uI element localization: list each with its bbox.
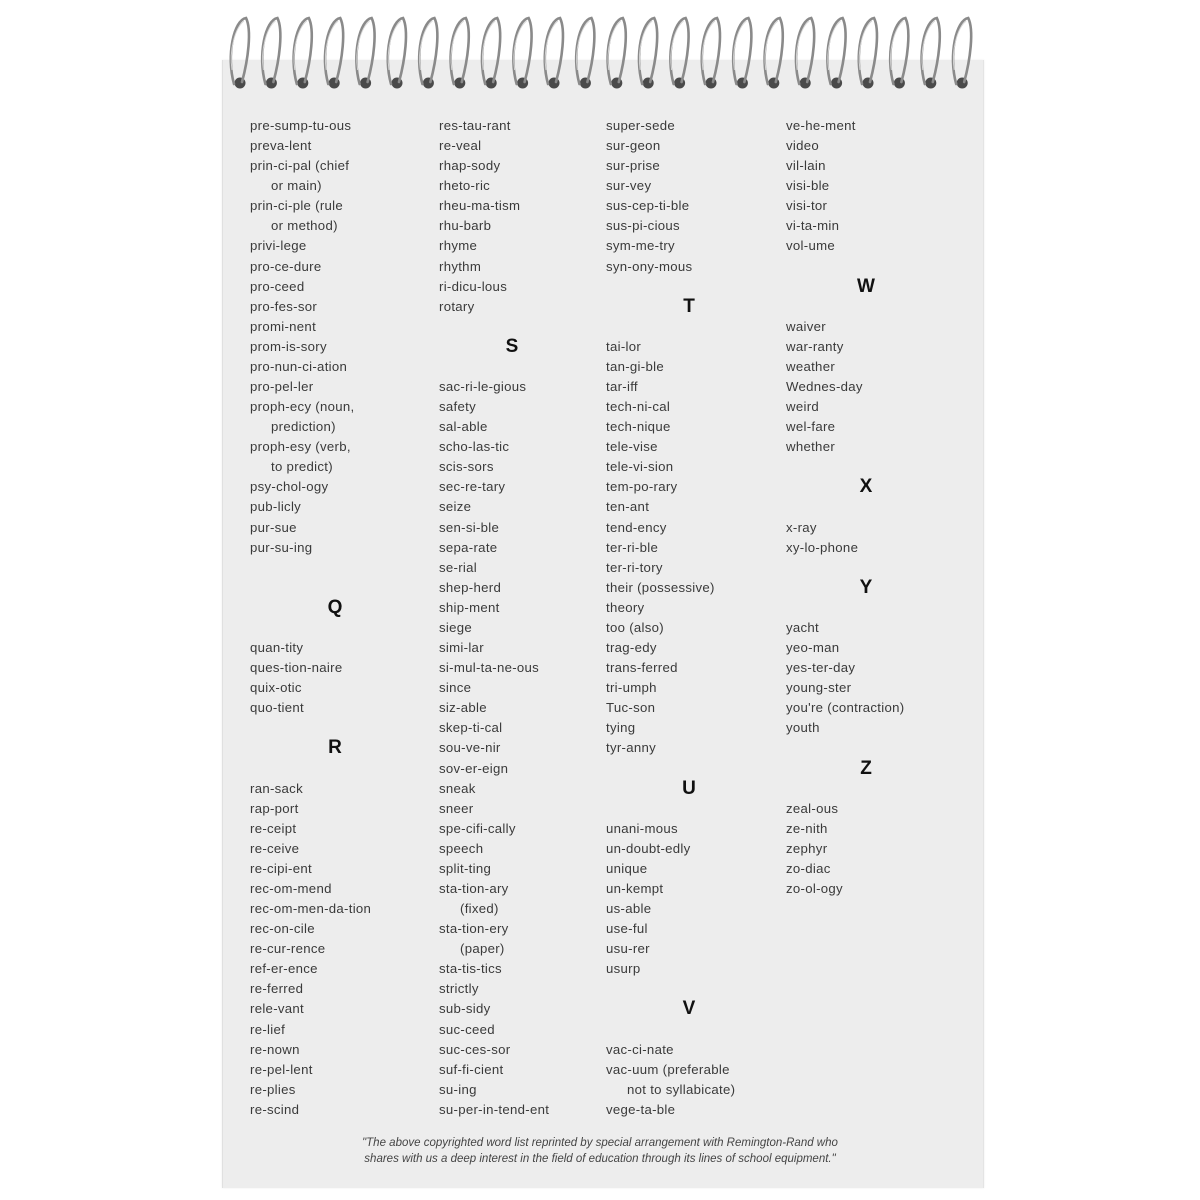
spacer bbox=[606, 317, 776, 337]
coil-highlight bbox=[577, 21, 590, 70]
spiral-coil bbox=[576, 18, 594, 84]
word-entry: pro-ceed bbox=[250, 278, 305, 294]
word-entry: rhap-sody bbox=[439, 158, 501, 174]
word-entry: zephyr bbox=[786, 840, 828, 856]
word-entry: vac-ci-nate bbox=[606, 1041, 674, 1057]
word-entry: weather bbox=[786, 358, 836, 374]
word-entry: psy-chol-ogy bbox=[250, 479, 329, 495]
word-entry: vi-ta-min bbox=[786, 218, 840, 234]
spiral-coil bbox=[953, 18, 971, 84]
spiral-coil bbox=[451, 18, 469, 84]
word-entry: zo-diac bbox=[786, 860, 831, 876]
word-entry: un-kempt bbox=[606, 880, 664, 896]
coil-highlight bbox=[545, 21, 558, 70]
section-letter: R bbox=[328, 737, 342, 759]
word-entry: sal-able bbox=[439, 419, 488, 435]
word-entry: sac-ri-le-gious bbox=[439, 379, 527, 395]
coil-highlight bbox=[263, 21, 276, 70]
spiral-coil bbox=[356, 18, 374, 84]
spiral-coil bbox=[325, 18, 343, 84]
word-entry: or method) bbox=[271, 218, 338, 234]
word-entry: shep-herd bbox=[439, 579, 502, 595]
spiral-coil bbox=[796, 18, 814, 84]
word-entry: quo-tient bbox=[250, 700, 305, 716]
spiral-coil bbox=[922, 18, 940, 84]
word-entry: ter-ri-tory bbox=[606, 559, 663, 575]
word-column-2 bbox=[439, 116, 589, 1120]
coil-highlight bbox=[734, 21, 747, 70]
word-entry: or main) bbox=[271, 178, 322, 194]
coil-highlight bbox=[420, 21, 433, 70]
word-entry: suc-ces-sor bbox=[439, 1041, 511, 1057]
word-entry: su-per-in-tend-ent bbox=[439, 1101, 550, 1117]
word-entry: pro-nun-ci-ation bbox=[250, 358, 348, 374]
word-entry: split-ting bbox=[439, 860, 492, 876]
spacer bbox=[786, 297, 956, 317]
word-entry: rotary bbox=[439, 298, 475, 314]
word-entry: su-ing bbox=[439, 1081, 477, 1097]
word-entry: usu-rer bbox=[606, 941, 650, 957]
word-entry: ten-ant bbox=[606, 499, 650, 515]
word-entry: tech-ni-cal bbox=[606, 399, 671, 415]
word-entry: tyr-anny bbox=[606, 740, 657, 756]
word-entry: re-nown bbox=[250, 1041, 300, 1057]
word-entry: tri-umph bbox=[606, 680, 657, 696]
word-entry: sen-si-ble bbox=[439, 519, 500, 535]
coil-highlight bbox=[671, 21, 684, 70]
word-entry: waiver bbox=[786, 318, 826, 334]
word-entry: tech-nique bbox=[606, 419, 671, 435]
word-entry: zeal-ous bbox=[786, 800, 839, 816]
word-entry: use-ful bbox=[606, 921, 648, 937]
word-entry: pur-sue bbox=[250, 519, 297, 535]
word-entry: not to syllabicate) bbox=[627, 1081, 736, 1097]
word-entry: yacht bbox=[786, 619, 820, 635]
spacer bbox=[606, 759, 776, 779]
word-entry: wel-fare bbox=[786, 419, 836, 435]
coil-highlight bbox=[451, 21, 464, 70]
word-entry: simi-lar bbox=[439, 640, 484, 656]
word-entry: ran-sack bbox=[250, 780, 303, 796]
spiral-coil bbox=[765, 18, 783, 84]
section-letter: X bbox=[859, 476, 873, 498]
word-entry: usurp bbox=[606, 961, 641, 977]
word-entry: skep-ti-cal bbox=[439, 720, 503, 736]
word-entry: since bbox=[439, 680, 472, 696]
coil-highlight bbox=[357, 21, 370, 70]
spiral-coil bbox=[827, 18, 845, 84]
word-entry: tele-vi-sion bbox=[606, 459, 674, 475]
word-entry: suc-ceed bbox=[439, 1021, 495, 1037]
word-entry: strictly bbox=[439, 981, 479, 997]
word-entry: vil-lain bbox=[786, 158, 826, 174]
word-entry: re-ferred bbox=[250, 981, 304, 997]
word-entry: rap-port bbox=[250, 800, 299, 816]
word-entry: quan-tity bbox=[250, 640, 304, 656]
word-entry: tying bbox=[606, 720, 636, 736]
spacer bbox=[786, 457, 956, 477]
word-entry: scho-las-tic bbox=[439, 439, 510, 455]
word-entry: youth bbox=[786, 720, 820, 736]
word-entry: re-lief bbox=[250, 1021, 286, 1037]
spiral-binding bbox=[222, 0, 982, 110]
coil-highlight bbox=[922, 21, 935, 70]
word-entry: young-ster bbox=[786, 680, 852, 696]
word-entry: their (possessive) bbox=[606, 579, 715, 595]
word-entry: proph-ecy (noun, bbox=[250, 399, 355, 415]
word-entry: sou-ve-nir bbox=[439, 740, 501, 756]
word-entry: war-ranty bbox=[786, 338, 844, 354]
word-entry: yeo-man bbox=[786, 640, 840, 656]
word-entry: pre-sump-tu-ous bbox=[250, 118, 352, 133]
word-entry: tem-po-rary bbox=[606, 479, 678, 495]
spacer bbox=[786, 779, 956, 799]
coil-highlight bbox=[231, 21, 244, 70]
spiral-coil bbox=[859, 18, 877, 84]
word-entry: xy-lo-phone bbox=[786, 539, 859, 555]
word-entry: sta-tion-ery bbox=[439, 921, 509, 937]
spiral-coil bbox=[262, 18, 280, 84]
word-entry: yes-ter-day bbox=[786, 660, 856, 676]
spiral-coil bbox=[482, 18, 500, 84]
word-entry: sym-me-try bbox=[606, 238, 675, 254]
section-letter: Z bbox=[860, 757, 872, 779]
word-entry: prin-ci-pal (chief bbox=[250, 158, 350, 174]
word-entry: (paper) bbox=[460, 941, 505, 957]
word-entry: sur-prise bbox=[606, 158, 660, 174]
section-letter: T bbox=[683, 295, 695, 317]
word-entry: re-scind bbox=[250, 1101, 300, 1117]
word-entry: re-cur-rence bbox=[250, 941, 326, 957]
word-entry: rec-om-men-da-tion bbox=[250, 901, 372, 917]
word-entry: rec-on-cile bbox=[250, 921, 315, 937]
word-entry: (fixed) bbox=[460, 901, 499, 917]
word-entry: re-ceipt bbox=[250, 820, 297, 836]
word-entry: sov-er-eign bbox=[439, 760, 509, 776]
section-letter: V bbox=[682, 998, 696, 1020]
word-entry: pro-fes-sor bbox=[250, 298, 318, 314]
word-entry: sepa-rate bbox=[439, 539, 498, 555]
spacer bbox=[250, 759, 420, 779]
word-entry: Tuc-son bbox=[606, 700, 656, 716]
spacer bbox=[786, 738, 956, 758]
spacer bbox=[250, 578, 420, 598]
section-letter: Q bbox=[327, 596, 343, 618]
coil-highlight bbox=[859, 21, 872, 70]
section-letter: Y bbox=[859, 576, 873, 598]
word-entry: tele-vise bbox=[606, 439, 658, 455]
section-letter: U bbox=[682, 777, 696, 799]
spacer bbox=[786, 558, 956, 578]
word-entry: rheto-ric bbox=[439, 178, 491, 194]
word-column-1 bbox=[250, 116, 420, 1120]
word-entry: too (also) bbox=[606, 619, 664, 635]
word-entry: you're (contraction) bbox=[786, 700, 905, 716]
word-entry: us-able bbox=[606, 901, 652, 917]
coil-highlight bbox=[325, 21, 338, 70]
word-entry: quix-otic bbox=[250, 680, 302, 696]
word-entry: pro-pel-ler bbox=[250, 379, 314, 395]
coil-highlight bbox=[702, 21, 715, 70]
spacer bbox=[439, 317, 589, 337]
word-entry: si-mul-ta-ne-ous bbox=[439, 660, 540, 676]
word-entry: siege bbox=[439, 619, 473, 635]
word-entry: sta-tion-ary bbox=[439, 880, 509, 896]
spiral-coil bbox=[545, 18, 563, 84]
word-entry: sta-tis-tics bbox=[439, 961, 502, 977]
word-entry: whether bbox=[786, 439, 836, 455]
word-entry: theory bbox=[606, 599, 645, 615]
word-entry: un-doubt-edly bbox=[606, 840, 691, 856]
section-letter: S bbox=[505, 335, 519, 357]
word-entry: sub-sidy bbox=[439, 1001, 491, 1017]
coil-highlight bbox=[828, 21, 841, 70]
word-entry: sur-vey bbox=[606, 178, 652, 194]
word-entry: trag-edy bbox=[606, 640, 657, 656]
word-entry: rhythm bbox=[439, 258, 482, 274]
word-entry: speech bbox=[439, 840, 484, 856]
spiral-coil bbox=[890, 18, 908, 84]
coil-highlight bbox=[514, 21, 527, 70]
word-entry: vege-ta-ble bbox=[606, 1101, 676, 1117]
word-entry: pur-su-ing bbox=[250, 539, 313, 555]
word-entry: sneer bbox=[439, 800, 474, 816]
coil-highlight bbox=[482, 21, 495, 70]
word-entry: ter-ri-ble bbox=[606, 539, 659, 555]
word-entry: re-cipi-ent bbox=[250, 860, 312, 876]
word-entry: unique bbox=[606, 860, 648, 876]
word-entry: super-sede bbox=[606, 118, 675, 133]
word-entry: sur-geon bbox=[606, 138, 661, 154]
word-entry: to predict) bbox=[271, 459, 333, 475]
word-entry: sus-cep-ti-ble bbox=[606, 198, 690, 214]
coil-highlight bbox=[891, 21, 904, 70]
word-entry: Wednes-day bbox=[786, 379, 863, 395]
word-entry: re-ceive bbox=[250, 840, 300, 856]
word-entry: res-tau-rant bbox=[439, 118, 511, 133]
word-entry: unani-mous bbox=[606, 820, 678, 836]
word-entry: re-veal bbox=[439, 138, 482, 154]
word-entry: privi-lege bbox=[250, 238, 307, 254]
word-entry: video bbox=[786, 138, 820, 154]
spiral-coil bbox=[608, 18, 626, 84]
word-entry: prin-ci-ple (rule bbox=[250, 198, 344, 214]
spacer bbox=[606, 979, 776, 999]
word-entry: ve-he-ment bbox=[786, 118, 856, 133]
coil-highlight bbox=[639, 21, 652, 70]
word-entry: zo-ol-ogy bbox=[786, 880, 843, 896]
spacer bbox=[606, 277, 776, 297]
word-entry: vol-ume bbox=[786, 238, 836, 254]
word-entry: sneak bbox=[439, 780, 476, 796]
coil-highlight bbox=[765, 21, 778, 70]
word-entry: prediction) bbox=[271, 419, 336, 435]
word-entry: visi-ble bbox=[786, 178, 830, 194]
spiral-coil bbox=[294, 18, 312, 84]
spiral-coil bbox=[388, 18, 406, 84]
word-column-3 bbox=[606, 116, 776, 1120]
word-entry: sus-pi-cious bbox=[606, 218, 680, 234]
spiral-coil bbox=[639, 18, 657, 84]
spacer bbox=[786, 497, 956, 517]
word-entry: sec-re-tary bbox=[439, 479, 506, 495]
spiral-coil bbox=[670, 18, 688, 84]
word-entry: ri-dicu-lous bbox=[439, 278, 508, 294]
copyright-footnote bbox=[250, 1135, 950, 1167]
word-entry: trans-ferred bbox=[606, 660, 678, 676]
word-entry: rheu-ma-tism bbox=[439, 198, 521, 214]
coil-highlight bbox=[953, 21, 966, 70]
spiral-coil bbox=[419, 18, 437, 84]
word-entry: spe-cifi-cally bbox=[439, 820, 516, 836]
word-entry: tar-iff bbox=[606, 379, 638, 395]
word-entry: pub-licly bbox=[250, 499, 302, 515]
word-entry: vac-uum (preferable bbox=[606, 1061, 730, 1077]
word-entry: tan-gi-ble bbox=[606, 358, 664, 374]
word-entry: suf-fi-cient bbox=[439, 1061, 504, 1077]
word-entry: se-rial bbox=[439, 559, 478, 575]
word-entry: rhyme bbox=[439, 238, 478, 254]
word-entry: proph-esy (verb, bbox=[250, 439, 351, 455]
word-entry: promi-nent bbox=[250, 318, 317, 334]
word-entry: re-plies bbox=[250, 1081, 296, 1097]
word-entry: tai-lor bbox=[606, 338, 642, 354]
coil-highlight bbox=[388, 21, 401, 70]
coil-highlight bbox=[608, 21, 621, 70]
coil-highlight bbox=[294, 21, 307, 70]
word-entry: ref-er-ence bbox=[250, 961, 318, 977]
word-entry: x-ray bbox=[786, 519, 817, 535]
word-entry: visi-tor bbox=[786, 198, 828, 214]
spiral-coil bbox=[231, 18, 249, 84]
word-entry: prom-is-sory bbox=[250, 338, 327, 354]
spacer bbox=[250, 558, 420, 578]
word-entry: syn-ony-mous bbox=[606, 258, 693, 274]
coil-highlight bbox=[796, 21, 809, 70]
word-entry: ze-nith bbox=[786, 820, 828, 836]
word-entry: pro-ce-dure bbox=[250, 258, 322, 274]
spiral-coil bbox=[513, 18, 531, 84]
spiral-coil bbox=[733, 18, 751, 84]
spacer bbox=[250, 618, 420, 638]
word-entry: safety bbox=[439, 399, 476, 415]
word-column-4 bbox=[786, 116, 956, 899]
word-entry: rhu-barb bbox=[439, 218, 492, 234]
spacer bbox=[250, 718, 420, 738]
spacer bbox=[606, 1020, 776, 1040]
word-entry: ship-ment bbox=[439, 599, 500, 615]
section-letter: W bbox=[857, 275, 875, 297]
spacer bbox=[786, 598, 956, 618]
word-entry: tend-ency bbox=[606, 519, 667, 535]
word-entry: re-pel-lent bbox=[250, 1061, 313, 1077]
word-entry: ques-tion-naire bbox=[250, 660, 343, 676]
word-entry: siz-able bbox=[439, 700, 487, 716]
spacer bbox=[786, 257, 956, 277]
footnote-line-2: shares with us a deep interest in the field of education through its lines of school equipment." bbox=[364, 1153, 836, 1165]
spacer bbox=[439, 357, 589, 377]
word-entry: rele-vant bbox=[250, 1001, 305, 1017]
word-entry: seize bbox=[439, 499, 472, 515]
spacer bbox=[606, 799, 776, 819]
footnote-line-1: "The above copyrighted word list reprinted by special arrangement with Remington-Rand who bbox=[362, 1137, 838, 1149]
word-entry: scis-sors bbox=[439, 459, 494, 475]
word-entry: rec-om-mend bbox=[250, 880, 332, 896]
word-entry: preva-lent bbox=[250, 138, 312, 154]
word-entry: weird bbox=[786, 399, 820, 415]
spiral-coil bbox=[702, 18, 720, 84]
